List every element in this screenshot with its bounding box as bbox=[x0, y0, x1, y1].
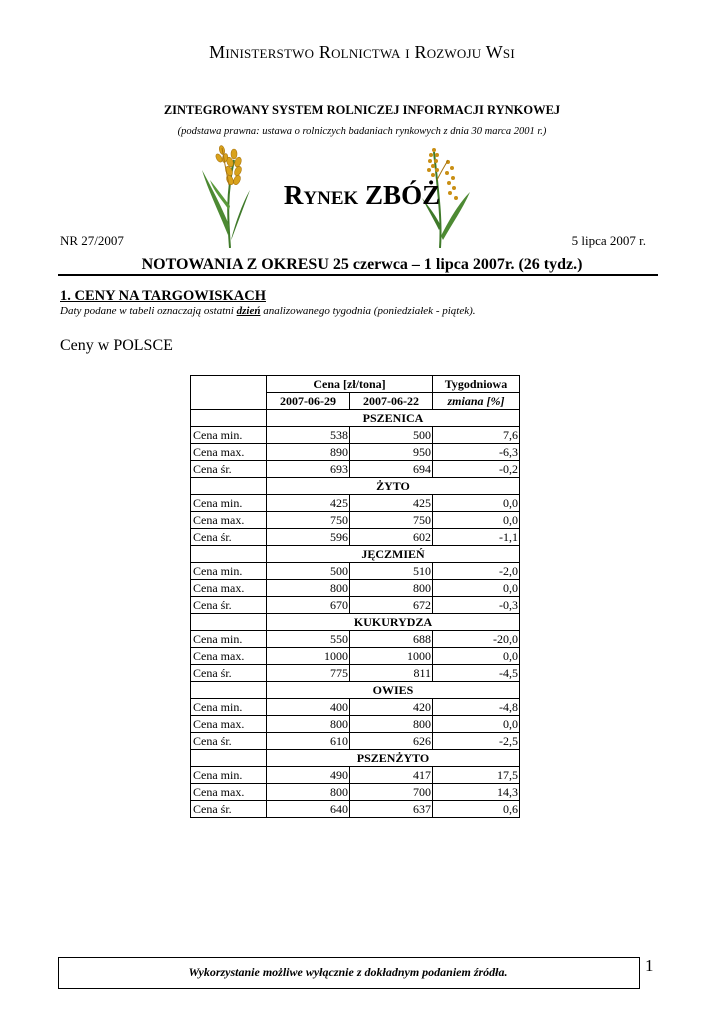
header-divider bbox=[58, 274, 658, 276]
weekly-change: 0,0 bbox=[433, 512, 520, 529]
weekly-change: -6,3 bbox=[433, 444, 520, 461]
price-previous: 694 bbox=[350, 461, 433, 478]
price-previous: 700 bbox=[350, 784, 433, 801]
row-label: Cena max. bbox=[191, 648, 267, 665]
bulletin-title: Rynek ZBÓŻ bbox=[283, 180, 441, 210]
grain-group-row bbox=[191, 410, 520, 427]
group-empty-cell bbox=[191, 478, 267, 495]
section-title: 1. CENY NA TARGOWISKACH bbox=[60, 288, 266, 304]
price-previous: 602 bbox=[350, 529, 433, 546]
row-label: Cena min. bbox=[191, 767, 267, 784]
row-label: Cena śr. bbox=[191, 461, 267, 478]
grain-name: PSZENŻYTO bbox=[267, 750, 520, 767]
price-header: Cena [zł/tona] bbox=[267, 376, 433, 393]
price-current: 490 bbox=[267, 767, 350, 784]
weekly-change: -4,8 bbox=[433, 699, 520, 716]
table-subtitle: Ceny w POLSCE bbox=[60, 337, 173, 354]
weekly-change: 7,6 bbox=[433, 427, 520, 444]
section-note-start: Daty podane w tabeli oznaczają ostatni bbox=[60, 305, 237, 317]
row-label: Cena max. bbox=[191, 580, 267, 597]
row-label: Cena min. bbox=[191, 563, 267, 580]
price-current: 890 bbox=[267, 444, 350, 461]
change-header: Tygodniowa bbox=[433, 376, 520, 393]
grain-group-row bbox=[191, 478, 520, 495]
price-current: 693 bbox=[267, 461, 350, 478]
row-label: Cena śr. bbox=[191, 529, 267, 546]
grain-group-row bbox=[191, 614, 520, 631]
table-row bbox=[191, 801, 520, 818]
price-current: 800 bbox=[267, 580, 350, 597]
group-empty-cell bbox=[191, 410, 267, 427]
weekly-change: -1,1 bbox=[433, 529, 520, 546]
weekly-change: 0,0 bbox=[433, 580, 520, 597]
weekly-change: -0,2 bbox=[433, 461, 520, 478]
price-previous: 811 bbox=[350, 665, 433, 682]
group-empty-cell bbox=[191, 546, 267, 563]
grain-name: JĘCZMIEŃ bbox=[267, 546, 520, 563]
ministry-name: Ministerstwo Rolnictwa i Rozwoju Wsi bbox=[209, 42, 515, 62]
grain-name: ŻYTO bbox=[267, 478, 520, 495]
price-previous: 626 bbox=[350, 733, 433, 750]
group-empty-cell bbox=[191, 750, 267, 767]
price-current: 425 bbox=[267, 495, 350, 512]
table-row bbox=[191, 580, 520, 597]
grain-name: KUKURYDZA bbox=[267, 614, 520, 631]
price-current: 400 bbox=[267, 699, 350, 716]
weekly-change: 0,6 bbox=[433, 801, 520, 818]
weekly-change: -2,0 bbox=[433, 563, 520, 580]
price-current: 775 bbox=[267, 665, 350, 682]
bulletin-date: 5 lipca 2007 r. bbox=[571, 233, 646, 248]
price-previous: 800 bbox=[350, 716, 433, 733]
row-label: Cena śr. bbox=[191, 665, 267, 682]
grain-group-row bbox=[191, 546, 520, 563]
table-row bbox=[191, 784, 520, 801]
price-current: 500 bbox=[267, 563, 350, 580]
price-previous: 800 bbox=[350, 580, 433, 597]
price-previous: 417 bbox=[350, 767, 433, 784]
row-label: Cena śr. bbox=[191, 733, 267, 750]
date-header-previous: 2007-06-22 bbox=[350, 393, 433, 410]
price-previous: 950 bbox=[350, 444, 433, 461]
grain-group-row bbox=[191, 682, 520, 699]
table-row bbox=[191, 427, 520, 444]
table-row bbox=[191, 495, 520, 512]
table-row bbox=[191, 512, 520, 529]
price-current: 1000 bbox=[267, 648, 350, 665]
price-previous: 1000 bbox=[350, 648, 433, 665]
page-number: 1 bbox=[645, 956, 654, 975]
price-current: 800 bbox=[267, 716, 350, 733]
weekly-change: -20,0 bbox=[433, 631, 520, 648]
price-table bbox=[190, 375, 520, 818]
section-note bbox=[60, 305, 476, 317]
row-label: Cena max. bbox=[191, 716, 267, 733]
table-row bbox=[191, 461, 520, 478]
price-previous: 750 bbox=[350, 512, 433, 529]
price-current: 538 bbox=[267, 427, 350, 444]
row-label: Cena śr. bbox=[191, 801, 267, 818]
price-current: 610 bbox=[267, 733, 350, 750]
change-unit-header: zmiana [%] bbox=[433, 393, 520, 410]
row-label: Cena max. bbox=[191, 784, 267, 801]
weekly-change: -4,5 bbox=[433, 665, 520, 682]
price-current: 596 bbox=[267, 529, 350, 546]
table-row bbox=[191, 733, 520, 750]
section-note-end: analizowanego tygodnia (poniedziałek - piątek). bbox=[260, 305, 476, 317]
table-header-row bbox=[191, 376, 520, 393]
row-label: Cena śr. bbox=[191, 597, 267, 614]
weekly-change: -0,3 bbox=[433, 597, 520, 614]
table-row bbox=[191, 699, 520, 716]
table-row bbox=[191, 631, 520, 648]
legal-basis: (podstawa prawna: ustawa o rolniczych badaniach rynkowych z dnia 30 marca 2001 r.) bbox=[177, 126, 547, 137]
table-row bbox=[191, 444, 520, 461]
footer-notice: Wykorzystanie możliwe wyłącznie z dokładnym podaniem źródła. bbox=[188, 965, 508, 979]
price-current: 750 bbox=[267, 512, 350, 529]
price-previous: 420 bbox=[350, 699, 433, 716]
price-previous: 637 bbox=[350, 801, 433, 818]
row-label: Cena min. bbox=[191, 699, 267, 716]
row-label: Cena min. bbox=[191, 427, 267, 444]
price-previous: 672 bbox=[350, 597, 433, 614]
price-current: 640 bbox=[267, 801, 350, 818]
weekly-change: 14,3 bbox=[433, 784, 520, 801]
weekly-change: 0,0 bbox=[433, 648, 520, 665]
price-current: 670 bbox=[267, 597, 350, 614]
price-previous: 510 bbox=[350, 563, 433, 580]
price-previous: 425 bbox=[350, 495, 433, 512]
weekly-change: 0,0 bbox=[433, 495, 520, 512]
date-header-current: 2007-06-29 bbox=[267, 393, 350, 410]
table-row bbox=[191, 665, 520, 682]
section-note-emphasis: dzień bbox=[236, 305, 261, 317]
table-row bbox=[191, 716, 520, 733]
group-empty-cell bbox=[191, 614, 267, 631]
table-row bbox=[191, 529, 520, 546]
bulletin-number: NR 27/2007 bbox=[60, 233, 124, 248]
grain-group-row bbox=[191, 750, 520, 767]
price-current: 800 bbox=[267, 784, 350, 801]
table-row bbox=[191, 648, 520, 665]
table-row bbox=[191, 767, 520, 784]
quotation-period: NOTOWANIA Z OKRESU 25 czerwca – 1 lipca 2007r. (26 tydz.) bbox=[141, 256, 583, 273]
group-empty-cell bbox=[191, 682, 267, 699]
row-label: Cena max. bbox=[191, 512, 267, 529]
price-previous: 688 bbox=[350, 631, 433, 648]
row-label: Cena max. bbox=[191, 444, 267, 461]
system-name: ZINTEGROWANY SYSTEM ROLNICZEJ INFORMACJI RYNKOWEJ bbox=[163, 103, 561, 117]
price-previous: 500 bbox=[350, 427, 433, 444]
price-current: 550 bbox=[267, 631, 350, 648]
table-row bbox=[191, 597, 520, 614]
grain-name: OWIES bbox=[267, 682, 520, 699]
row-label: Cena min. bbox=[191, 495, 267, 512]
row-label: Cena min. bbox=[191, 631, 267, 648]
weekly-change: 0,0 bbox=[433, 716, 520, 733]
table-row bbox=[191, 563, 520, 580]
weekly-change: -2,5 bbox=[433, 733, 520, 750]
weekly-change: 17,5 bbox=[433, 767, 520, 784]
header-empty-cell bbox=[191, 376, 267, 410]
grain-name: PSZENICA bbox=[267, 410, 520, 427]
